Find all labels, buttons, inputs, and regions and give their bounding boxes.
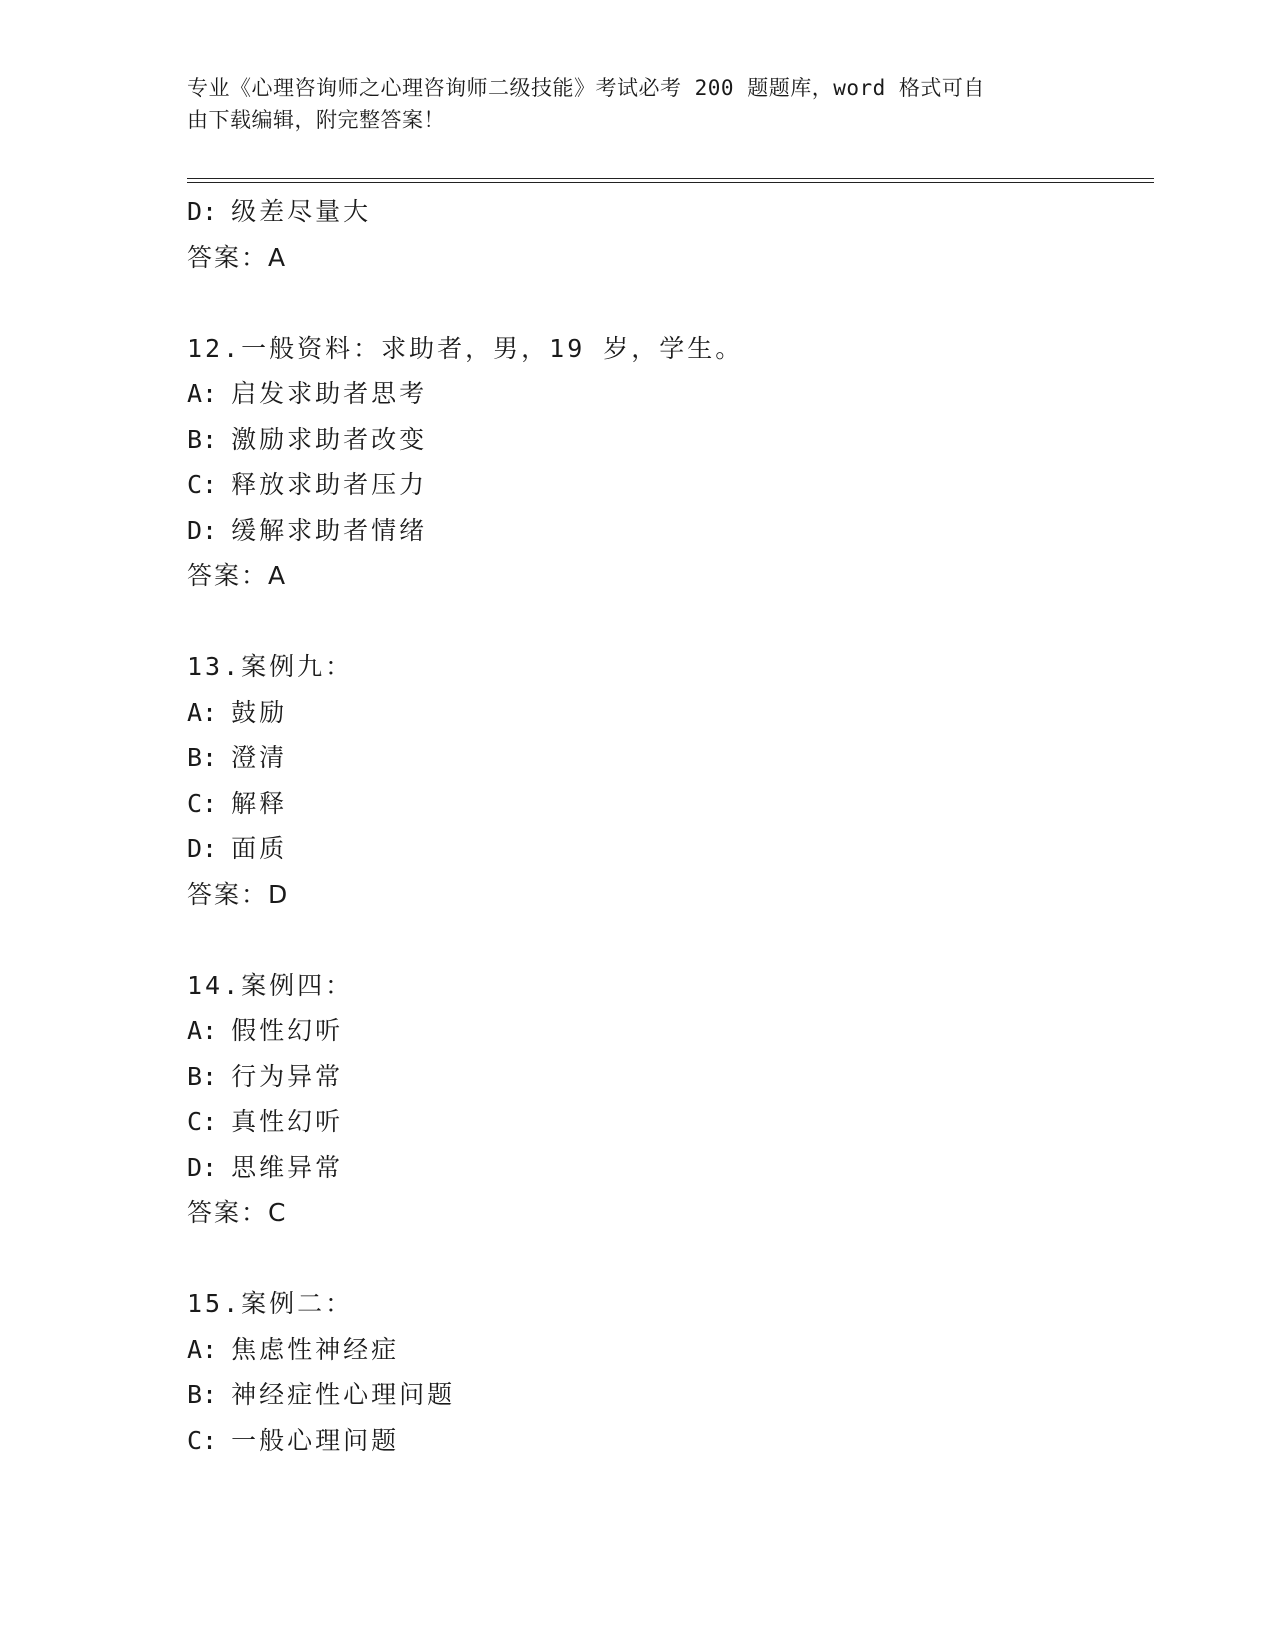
option-c (187, 462, 1147, 508)
option-text: 面质 (231, 834, 288, 863)
option-text: 澄清 (231, 743, 288, 772)
question-stem: 15.案例二： (187, 1289, 354, 1318)
header-rule-bottom (187, 182, 1154, 183)
option-d (187, 1145, 1147, 1191)
option-text: 假性幻听 (231, 1016, 344, 1045)
question-block (187, 963, 1147, 1236)
spacer (187, 917, 1147, 963)
spacer (187, 280, 1147, 326)
answer-line: 答案：A (187, 561, 288, 590)
option-letter: B: (187, 1061, 218, 1091)
option-a (187, 1327, 1147, 1373)
option-b (187, 1054, 1147, 1100)
option-letter: A: (187, 379, 218, 408)
question-stem: 13.案例九： (187, 652, 354, 681)
question-block (187, 644, 1147, 917)
option-b (187, 735, 1147, 781)
option-text: 解释 (231, 788, 288, 818)
document-body (187, 189, 1147, 1463)
header-rule-top (187, 178, 1154, 179)
option-text: 一般心理问题 (231, 1425, 400, 1455)
option-letter: D: (187, 197, 218, 226)
option-letter: B: (187, 1380, 218, 1409)
header-line-1: 专业《心理咨询师之心理咨询师二级技能》考试必考 200 题题库，word 格式可自 (187, 76, 985, 100)
question-stem: 14.案例四： (187, 970, 354, 1000)
header-line-2: 由下载编辑，附完整答案！ (187, 108, 445, 132)
option-text: 释放求助者压力 (231, 470, 428, 499)
option-d (187, 189, 1147, 235)
option-a (187, 690, 1147, 736)
option-a (187, 371, 1147, 417)
option-letter: D: (187, 515, 218, 545)
spacer (187, 1236, 1147, 1282)
option-letter: B: (187, 743, 218, 772)
option-letter: A: (187, 1334, 218, 1364)
option-text: 焦虑性神经症 (231, 1334, 400, 1364)
option-text: 行为异常 (231, 1061, 344, 1091)
option-text: 缓解求助者情绪 (231, 515, 428, 545)
spacer (187, 599, 1147, 645)
option-d (187, 508, 1147, 554)
option-a (187, 1008, 1147, 1054)
option-text: 鼓励 (231, 697, 288, 727)
option-letter: C: (187, 1425, 218, 1455)
option-b (187, 417, 1147, 463)
option-text: 启发求助者思考 (231, 379, 428, 408)
option-b (187, 1372, 1147, 1418)
option-text: 级差尽量大 (231, 197, 372, 226)
option-letter: D: (187, 834, 218, 863)
answer-line: 答案：D (187, 879, 290, 909)
option-letter: D: (187, 1152, 218, 1182)
option-d (187, 826, 1147, 872)
option-c (187, 1418, 1147, 1464)
option-letter: C: (187, 788, 218, 818)
question-stem: 12.一般资料：求助者，男，19 岁，学生。 (187, 333, 744, 363)
option-letter: B: (187, 424, 218, 454)
document-header (187, 72, 1067, 136)
option-letter: A: (187, 1016, 218, 1045)
answer-line: 答案：A (187, 242, 288, 272)
option-text: 激励求助者改变 (231, 424, 428, 454)
option-text: 真性幻听 (231, 1107, 344, 1136)
answer-line: 答案：C (187, 1198, 288, 1227)
question-block (187, 326, 1147, 599)
option-letter: A: (187, 697, 218, 727)
option-letter: C: (187, 1107, 218, 1136)
option-c (187, 781, 1147, 827)
option-text: 神经症性心理问题 (231, 1380, 456, 1409)
option-c (187, 1099, 1147, 1145)
option-text: 思维异常 (231, 1152, 344, 1182)
option-letter: C: (187, 470, 218, 499)
question-block (187, 1281, 1147, 1463)
